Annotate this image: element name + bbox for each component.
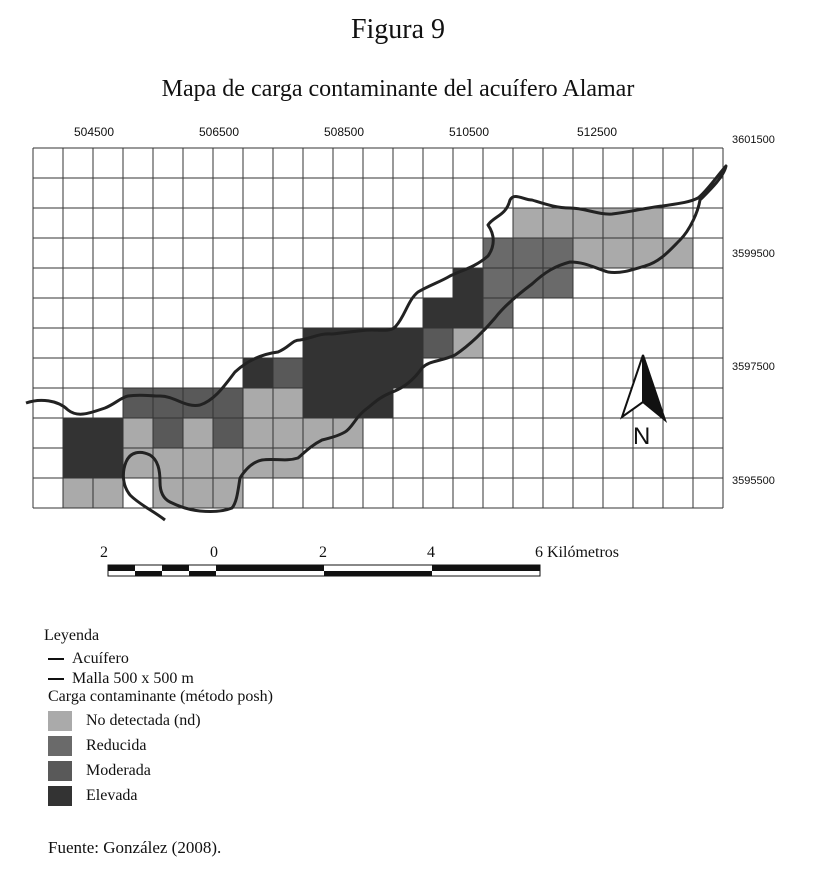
x-tick-label: 504500	[73, 125, 115, 139]
scale-segment	[189, 565, 216, 571]
scale-segment	[162, 565, 189, 571]
scale-segment	[189, 571, 216, 576]
load-cell	[213, 448, 243, 478]
load-cell	[153, 418, 183, 448]
load-cell	[423, 328, 453, 358]
load-cell	[183, 448, 213, 478]
load-cell	[63, 448, 93, 478]
scale-segment	[324, 565, 432, 571]
legend-item	[48, 711, 201, 731]
scale-label: 4	[427, 544, 435, 561]
scale-bar	[108, 565, 540, 576]
load-cell	[93, 448, 123, 478]
legend-swatch	[48, 736, 72, 756]
load-cell	[363, 358, 393, 388]
load-cell	[513, 208, 543, 238]
load-cell	[513, 238, 543, 268]
scale-segment	[108, 565, 135, 571]
legend-item	[48, 761, 151, 781]
legend-aquifer-label: Acuífero	[72, 650, 129, 667]
load-cell	[483, 268, 513, 298]
load-cell	[183, 418, 213, 448]
x-tick-label: 510500	[448, 125, 490, 139]
load-cell	[183, 478, 213, 508]
load-cell	[303, 358, 333, 388]
y-tick-label: 3597500	[732, 361, 775, 373]
load-cell	[63, 478, 93, 508]
legend-label: Moderada	[86, 762, 151, 779]
legend-mesh-label: Malla 500 x 500 m	[72, 670, 194, 687]
load-cell	[483, 238, 513, 268]
legend-label: Reducida	[86, 737, 147, 754]
legend-title: Leyenda	[44, 627, 100, 644]
x-tick-label: 508500	[323, 125, 365, 139]
mesh-line-icon	[48, 678, 64, 680]
load-cell	[93, 418, 123, 448]
load-cell	[93, 478, 123, 508]
legend-item	[48, 786, 138, 806]
load-cell	[153, 478, 183, 508]
scale-label: 0	[210, 544, 218, 561]
load-cell	[363, 328, 393, 358]
legend-mesh	[48, 670, 194, 688]
load-cell	[273, 388, 303, 418]
legend-item	[48, 736, 146, 756]
source-note: Fuente: González (2008).	[48, 838, 222, 857]
load-cell	[273, 418, 303, 448]
load-cell	[633, 208, 663, 238]
load-cell	[153, 388, 183, 418]
load-cell	[63, 418, 93, 448]
load-cell	[123, 418, 153, 448]
north-label: N	[633, 423, 651, 450]
load-cell	[303, 388, 333, 418]
load-cell	[333, 358, 363, 388]
scale-label: 2	[100, 544, 108, 561]
scale-segment	[135, 565, 162, 571]
scale-segment	[216, 571, 324, 576]
load-cell	[273, 358, 303, 388]
scale-label: 2	[319, 544, 327, 561]
load-cell	[213, 418, 243, 448]
scale-segment	[324, 571, 432, 576]
legend-swatch	[48, 786, 72, 806]
y-tick-label: 3599500	[732, 248, 775, 260]
scale-segment	[135, 571, 162, 576]
figure-label: Figura 9	[350, 14, 446, 45]
scale-label: 6 Kilómetros	[535, 544, 619, 561]
load-cell	[333, 418, 363, 448]
load-cell	[243, 448, 273, 478]
legend-label: No detectada (nd)	[86, 712, 201, 729]
legend-category-title: Carga contaminante (método posh)	[48, 688, 273, 705]
legend-swatch	[48, 761, 72, 781]
load-cell	[393, 328, 423, 358]
load-cell	[243, 388, 273, 418]
x-tick-label: 512500	[576, 125, 618, 139]
load-cell	[603, 238, 633, 268]
y-tick-label: 3601500	[732, 134, 775, 146]
load-cell	[243, 418, 273, 448]
legend-aquifer	[48, 650, 129, 668]
load-cell	[423, 298, 453, 328]
scale-segment	[432, 565, 540, 571]
legend-swatch	[48, 711, 72, 731]
scale-segment	[108, 571, 135, 576]
x-tick-label: 506500	[198, 125, 240, 139]
legend-label: Elevada	[86, 787, 138, 804]
aquifer-line-icon	[48, 658, 64, 660]
load-cell	[543, 208, 573, 238]
scale-segment	[216, 565, 324, 571]
map-title: Mapa de carga contaminante del acuífero Alamar	[161, 76, 635, 102]
load-cell	[513, 268, 543, 298]
scale-segment	[162, 571, 189, 576]
load-cell	[123, 388, 153, 418]
load-cell	[273, 448, 303, 478]
load-cell	[333, 388, 363, 418]
scale-segment	[432, 571, 540, 576]
y-tick-label: 3595500	[732, 475, 775, 487]
load-cell	[453, 298, 483, 328]
